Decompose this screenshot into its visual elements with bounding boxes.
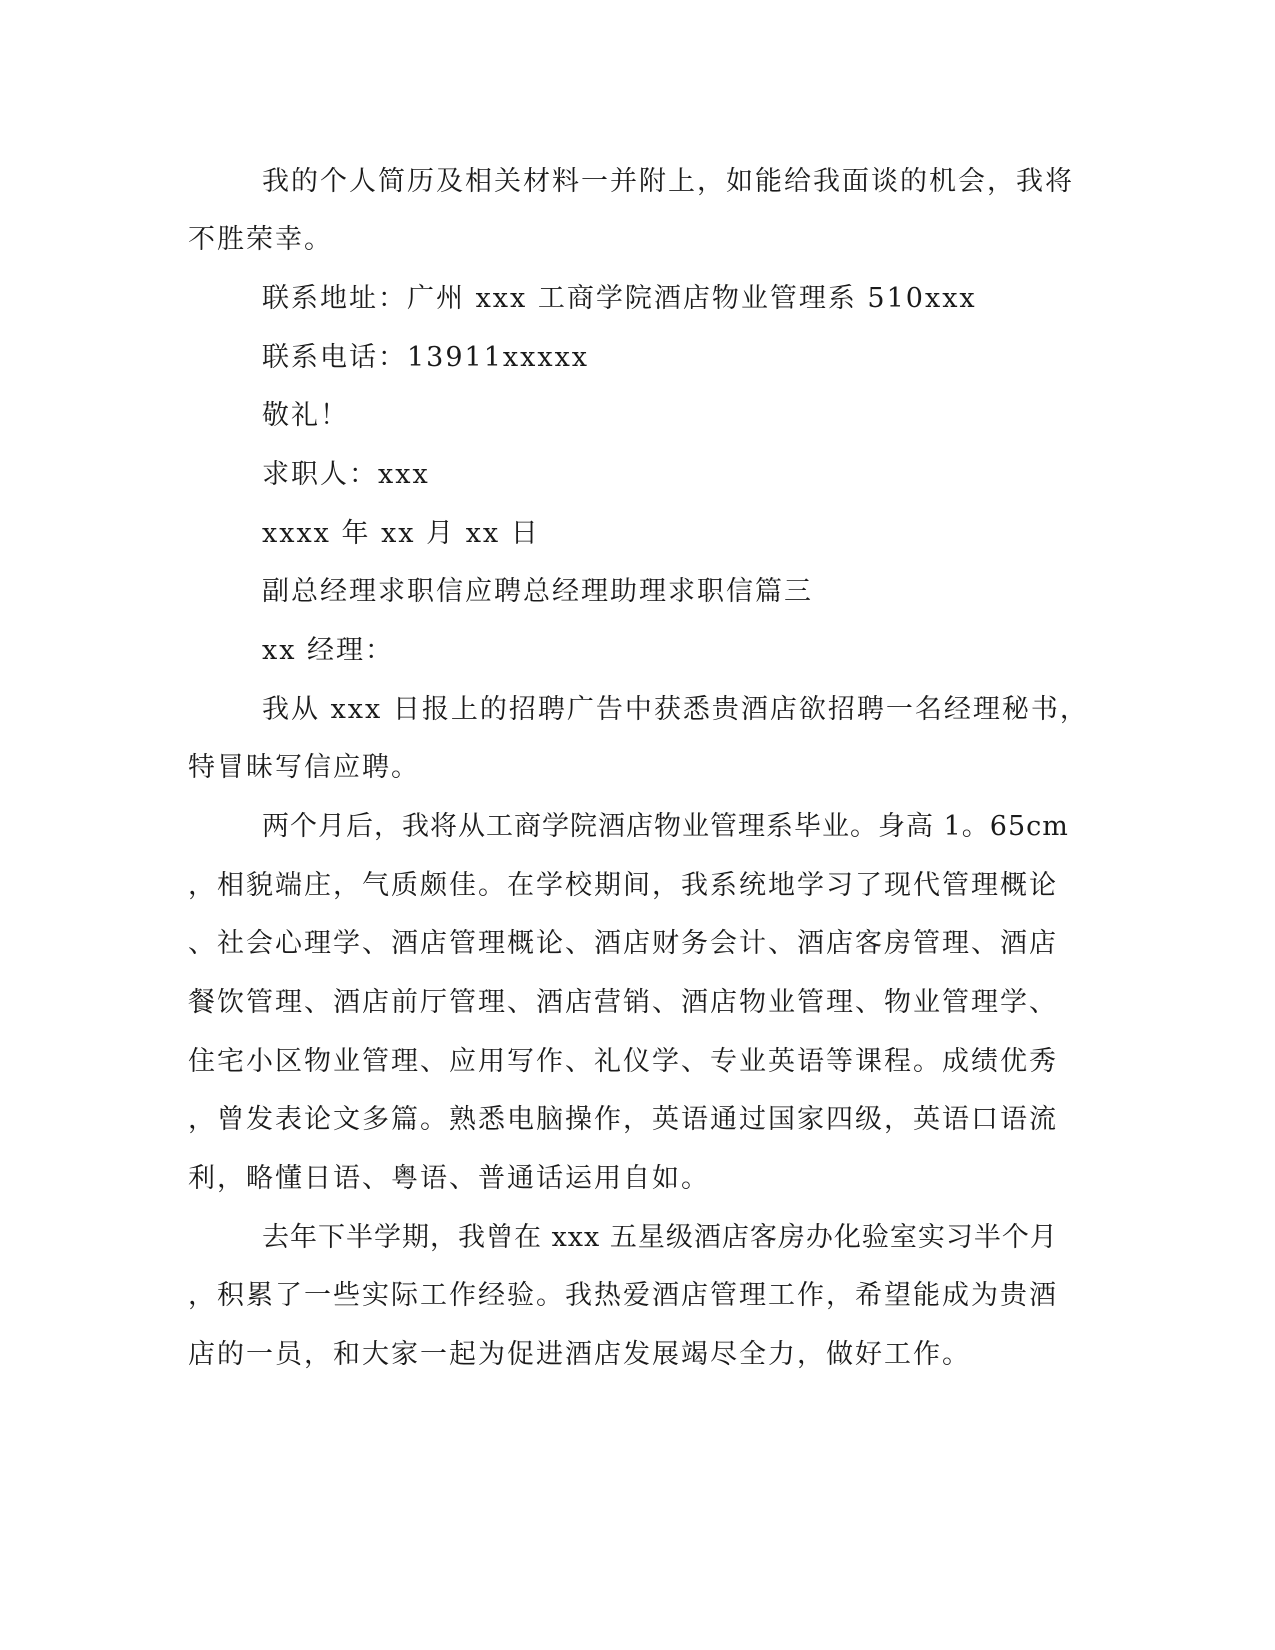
section-heading: 副总经理求职信应聘总经理助理求职信篇三 — [262, 576, 813, 607]
text-line-21: 店的一员，和大家一起为促进酒店发展竭尽全力，做好工作。 — [188, 1339, 971, 1370]
salutation-closing: 敬礼！ — [262, 400, 349, 431]
letter-date: xxxx 年 xx 月 xx 日 — [262, 518, 540, 549]
text-line-11: 特冒昧写信应聘。 — [188, 752, 420, 783]
text-line-10: 我从 xxx 日报上的招聘广告中获悉贵酒店欲招聘一名经理秘书， — [262, 694, 1089, 725]
text-line-20: ，积累了一些实际工作经验。我热爱酒店管理工作，希望能成为贵酒 — [188, 1280, 1058, 1311]
text-line-13: ，相貌端庄，气质颇佳。在学校期间，我系统地学习了现代管理概论 — [188, 870, 1058, 901]
text-line-19: 去年下半学期，我曾在 xxx 五星级酒店客房办化验室实习半个月 — [262, 1222, 1058, 1253]
text-line-14: 、社会心理学、酒店管理概论、酒店财务会计、酒店客房管理、酒店 — [188, 928, 1058, 959]
text-line-2: 不胜荣幸。 — [188, 224, 333, 255]
text-line-15: 餐饮管理、酒店前厅管理、酒店营销、酒店物业管理、物业管理学、 — [188, 987, 1058, 1018]
text-line-1: 我的个人简历及相关材料一并附上，如能给我面谈的机会，我将 — [262, 166, 1074, 197]
contact-phone: 联系电话：13911xxxxx — [262, 342, 590, 373]
text-line-18: 利，略懂日语、粤语、普通话运用自如。 — [188, 1163, 710, 1194]
text-line-12: 两个月后，我将从工商学院酒店物业管理系毕业。身高 1。65cm — [262, 811, 1069, 842]
text-line-16: 住宅小区物业管理、应用写作、礼仪学、专业英语等课程。成绩优秀 — [188, 1046, 1058, 1077]
text-line-17: ，曾发表论文多篇。熟悉电脑操作，英语通过国家四级，英语口语流 — [188, 1104, 1058, 1135]
contact-address: 联系地址：广州 xxx 工商学院酒店物业管理系 510xxx — [262, 283, 977, 314]
letter-greeting: xx 经理： — [262, 635, 395, 666]
applicant-signature: 求职人：xxx — [262, 459, 430, 490]
